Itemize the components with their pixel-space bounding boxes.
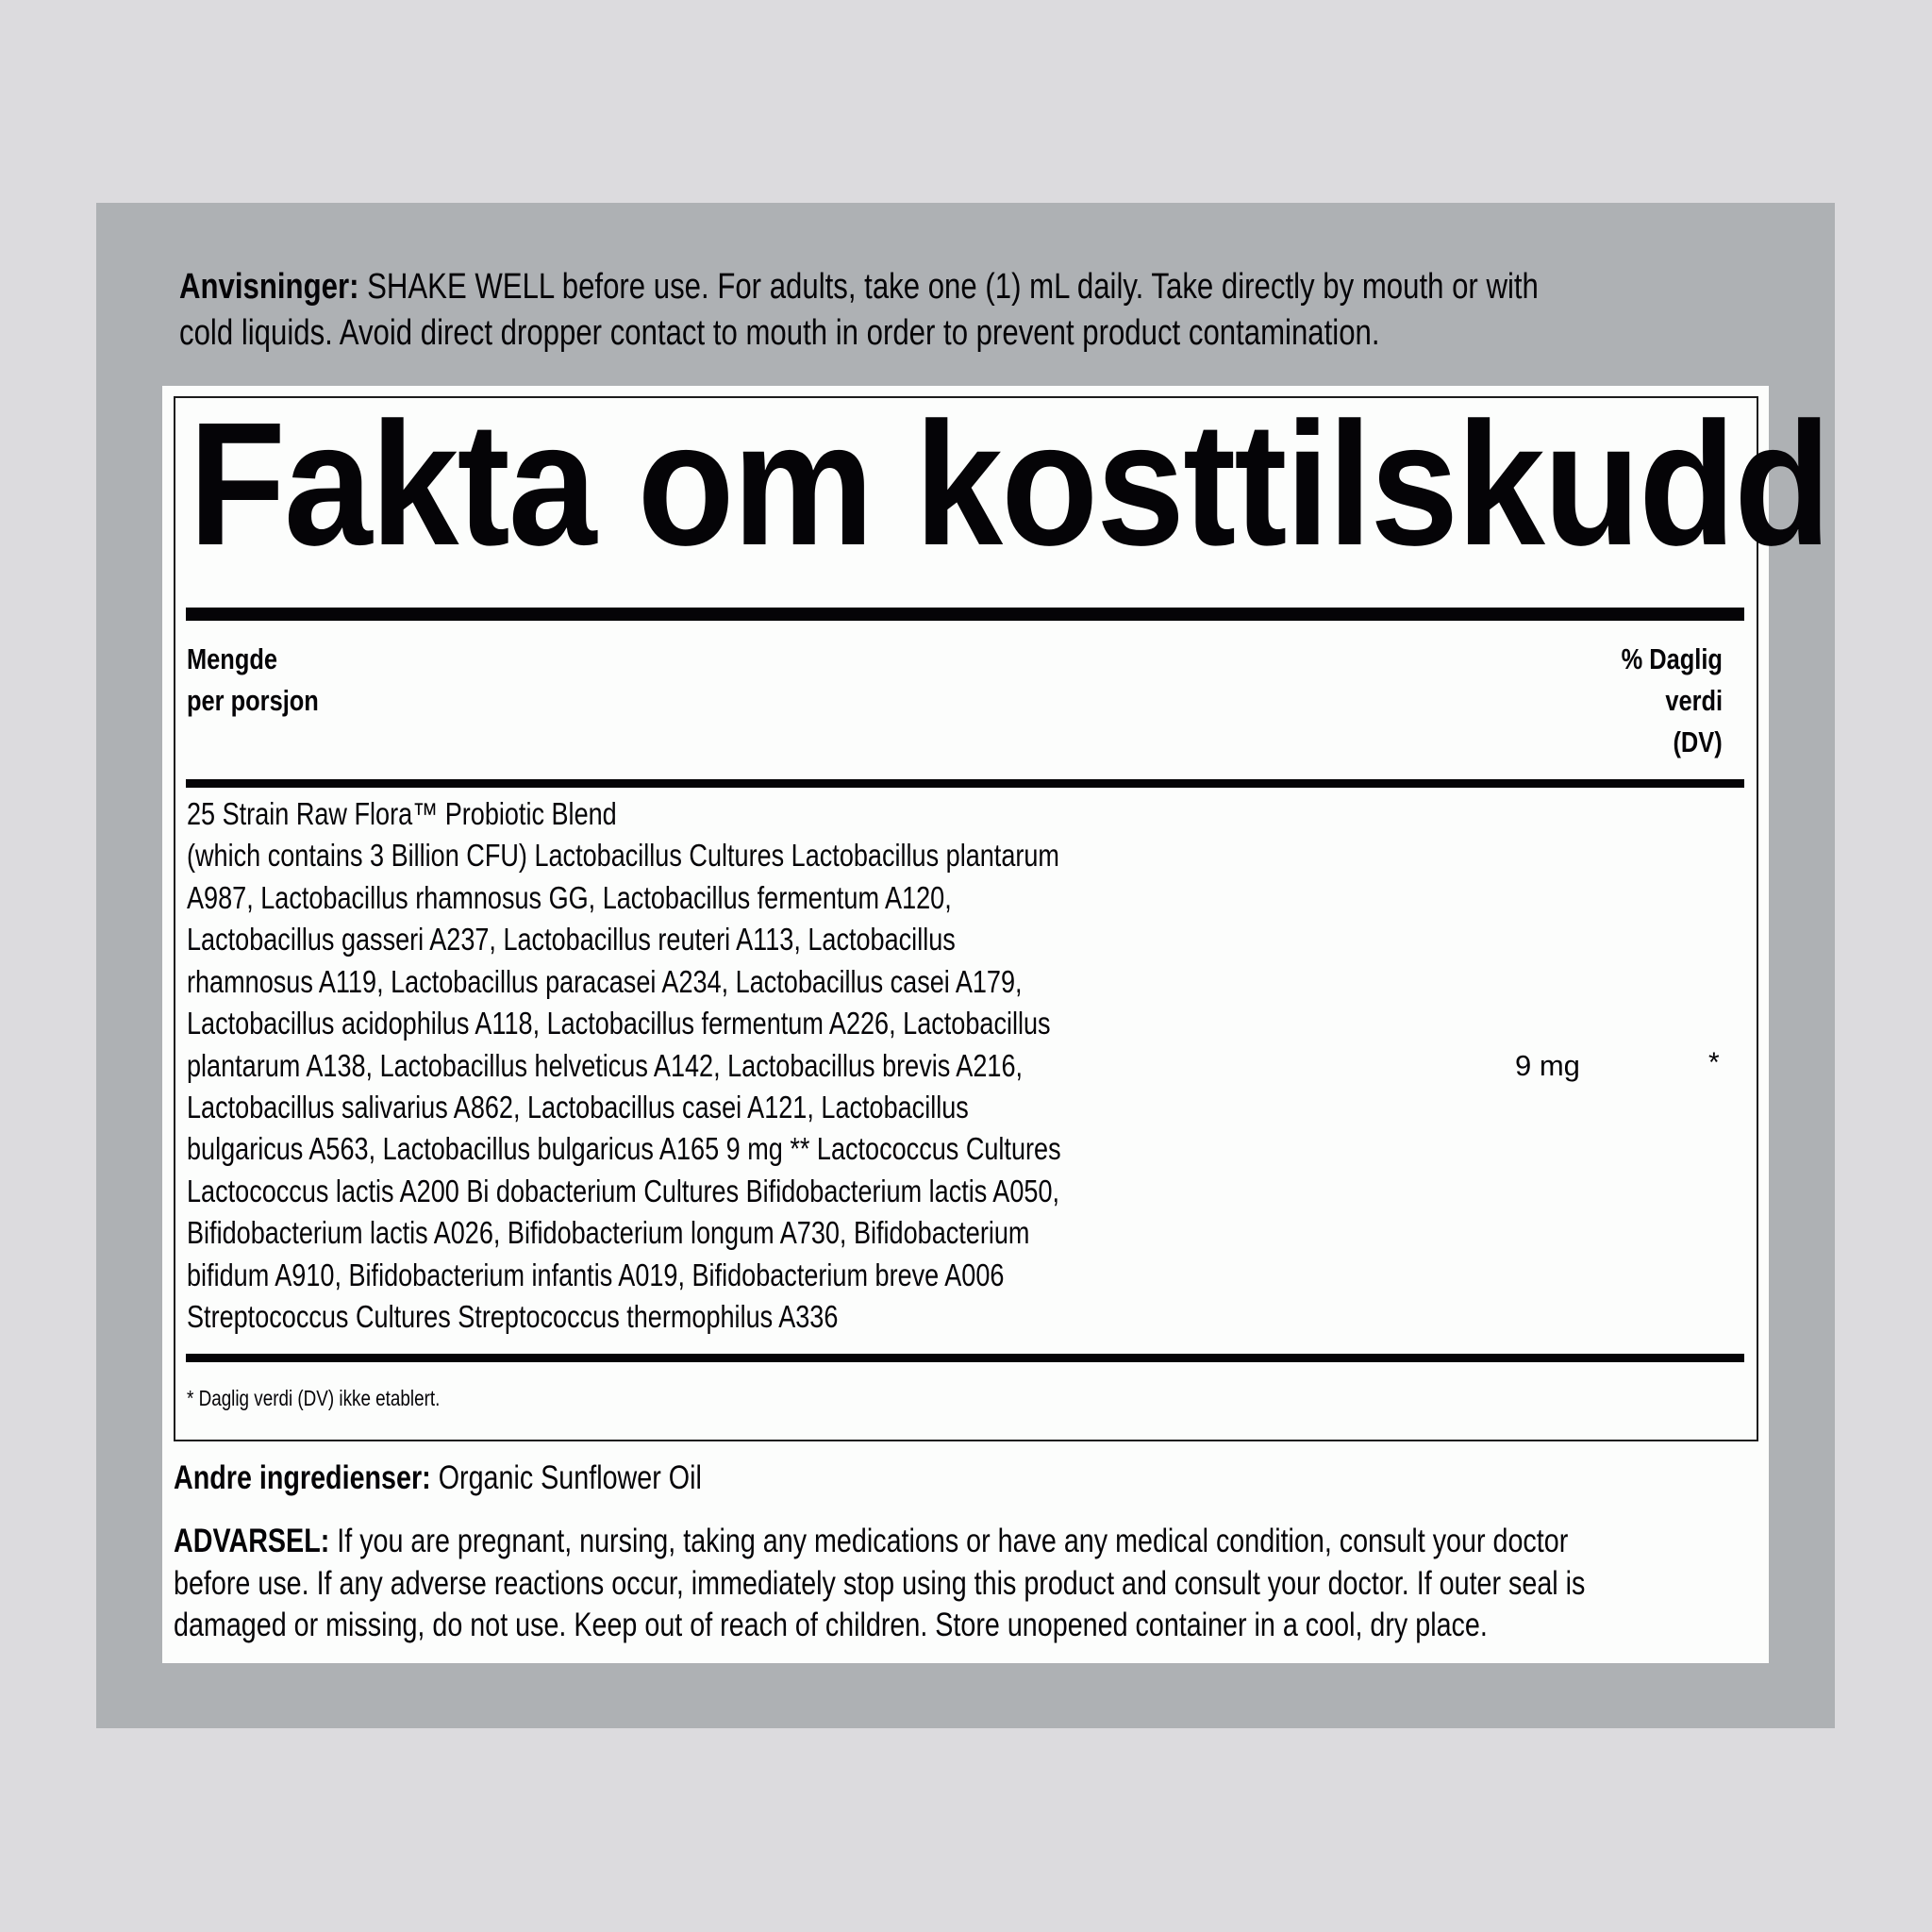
ingredient-dv: *: [1708, 1047, 1720, 1078]
blend-line: Lactobacillus salivarius A862, Lactobacillus casei A121, Lactobacillus: [187, 1090, 969, 1124]
directions-line-1: [179, 266, 1539, 308]
directions-label: Anvisninger:: [179, 267, 359, 307]
dv-header-3: (DV): [1673, 725, 1723, 758]
blend-line: bifidum A910, Bifidobacterium infantis A019, Bifidobacterium breve A006: [187, 1257, 1005, 1292]
blend-line: plantarum A138, Lactobacillus helveticus A142, Lactobacillus brevis A216,: [187, 1048, 1024, 1083]
directions-text-2: cold liquids. Avoid direct dropper contact to mouth in order to prevent product contamination.: [179, 313, 1380, 353]
other-ingredients-text: Organic Sunflower Oil: [430, 1459, 702, 1496]
blend-line: rhamnosus A119, Lactobacillus paracasei A234, Lactobacillus casei A179,: [187, 964, 1023, 999]
blend-line: A987, Lactobacillus rhamnosus GG, Lactobacillus fermentum A120,: [187, 880, 952, 915]
footnote: * Daglig verdi (DV) ikke etablert.: [187, 1386, 441, 1410]
blend-line: 25 Strain Raw Flora™ Probiotic Blend: [187, 796, 617, 831]
warning-label: ADVARSEL:: [174, 1523, 330, 1559]
blend-line: Lactobacillus acidophilus A118, Lactobacillus fermentum A226, Lactobacillus: [187, 1006, 1051, 1041]
blend-line: bulgaricus A563, Lactobacillus bulgaricus A165 9 mg ** Lactococcus Cultures: [187, 1131, 1061, 1166]
other-ingredients-label: Andre ingredienser:: [174, 1459, 431, 1496]
blend-line: (which contains 3 Billion CFU) Lactobacillus Cultures Lactobacillus plantarum: [187, 838, 1059, 873]
amount-header-2: per porsjon: [187, 684, 319, 717]
rule-bottom: [186, 1354, 1744, 1362]
blend-line: Lactococcus lactis A200 Bi dobacterium Cultures Bifidobacterium lactis A050,: [187, 1174, 1060, 1208]
facts-title: Fakta om kosttilskudd: [189, 387, 1830, 582]
blend-line: Bifidobacterium lactis A026, Bifidobacterium longum A730, Bifidobacterium: [187, 1215, 1030, 1250]
directions-text-1: SHAKE WELL before use. For adults, take one (1) mL daily. Take directly by mouth or with: [358, 267, 1539, 307]
dv-header-1: % Daglig: [1621, 642, 1723, 675]
warning-text-1: If you are pregnant, nursing, taking any medications or have any medical condition, consult your doctor: [329, 1523, 1569, 1559]
blend-line: Lactobacillus gasseri A237, Lactobacillus reuteri A113, Lactobacillus: [187, 922, 956, 957]
other-ingredients: [174, 1459, 702, 1497]
thick-rule-top: [186, 608, 1744, 621]
ingredient-amount: 9 mg: [1515, 1049, 1580, 1082]
warning-line-2: before use. If any adverse reactions occur, immediately stop using this product and consult your doctor. If outer seal is: [174, 1565, 1586, 1602]
rule-header: [186, 779, 1744, 788]
warning-line-1: [174, 1523, 1568, 1560]
blend-line: Streptococcus Cultures Streptococcus thermophilus A336: [187, 1299, 839, 1334]
directions-line-2: [179, 312, 1380, 354]
amount-header-1: Mengde: [187, 642, 278, 675]
dv-header-2: verdi: [1665, 684, 1723, 717]
warning-line-3: damaged or missing, do not use. Keep out of reach of children. Store unopened container in a cool, dry place.: [174, 1607, 1488, 1643]
